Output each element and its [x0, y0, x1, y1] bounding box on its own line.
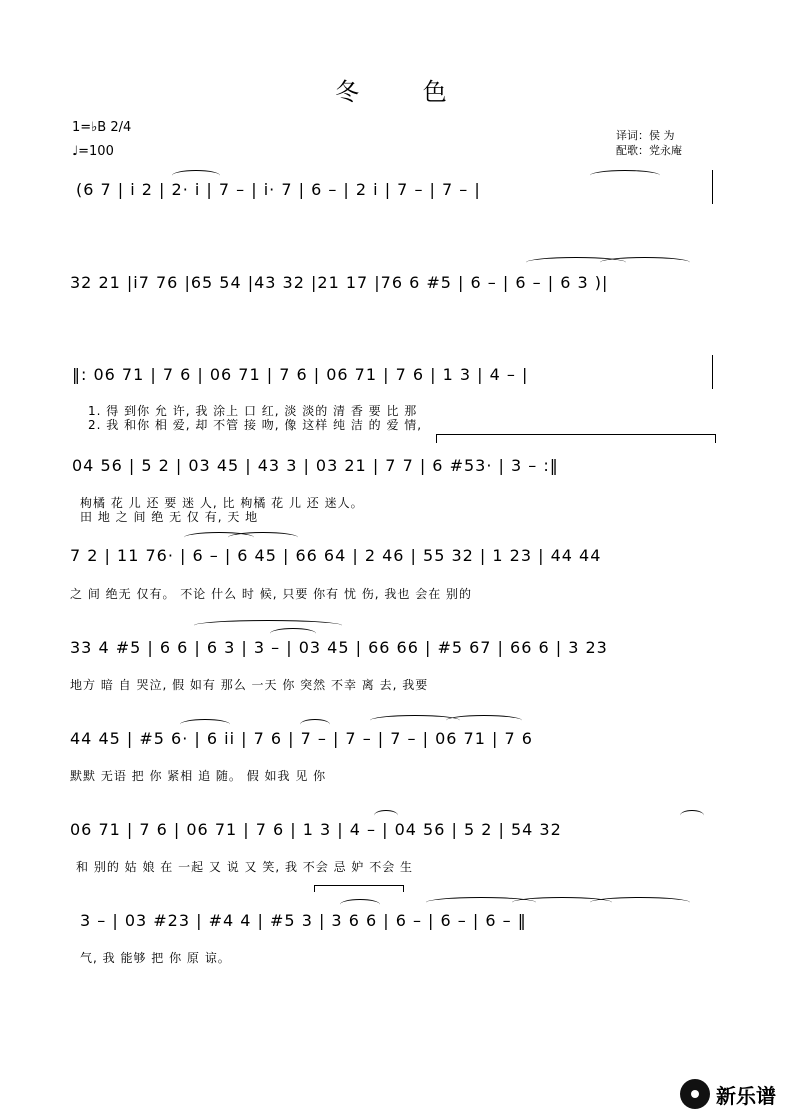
slur [374, 810, 398, 821]
barline [712, 170, 713, 204]
notation: 04 56 | 5 2 | 03 45 | 43 3 | 03 21 | 7 7 | 6 #53· | 3 – :‖ [72, 456, 559, 475]
lyricist-credit: 译词：侯 为 [616, 129, 675, 142]
score-line-1 [0, 180, 790, 220]
score-line-5 [0, 546, 790, 586]
lyric-line: 默默 无语 把 你 紧相 追 随。 假 如我 见 你 [70, 769, 327, 783]
notation: ‖: 06 71 | 7 6 | 06 71 | 7 6 | 06 71 | 7 6 | 1 3 | 4 – | [72, 365, 529, 384]
key-signature: 1=♭B 2/4 [72, 120, 132, 135]
slur [590, 897, 690, 908]
slur [446, 715, 522, 726]
lyric-line: 气, 我 能够 把 你 原 谅。 [80, 951, 231, 965]
lyric-verse-1: 枸橘 花 儿 还 要 迷 人, 比 枸橘 花 儿 还 迷人。 [80, 496, 364, 510]
slur [194, 620, 342, 631]
slur [300, 719, 330, 730]
score-line-6 [0, 638, 790, 678]
volta-bracket [436, 434, 716, 443]
logo-text: 新乐谱 [716, 1083, 776, 1108]
slur [180, 719, 230, 730]
barline [712, 355, 713, 389]
song-title: 冬 色 [335, 78, 475, 106]
score-line-8 [0, 820, 790, 860]
slur [590, 170, 660, 181]
score-line-7 [0, 729, 790, 769]
slur [680, 810, 704, 821]
score-line-3 [0, 365, 790, 405]
notation: 06 71 | 7 6 | 06 71 | 7 6 | 1 3 | 4 – | 04 56 | 5 2 | 54 32 [70, 820, 562, 839]
lyric-line: 和 别的 姑 娘 在 一起 又 说 又 笑, 我 不会 忌 妒 不会 生 [76, 860, 414, 874]
lyric-line: 之 间 绝无 仅有。 不论 什么 时 候, 只要 你有 忧 伤, 我也 会在 别的 [70, 587, 473, 601]
score-line-2 [0, 273, 790, 313]
notation: 32 21 |i7 76 |65 54 |43 32 |21 17 |76 6 #5 | 6 – | 6 – | 6 3 )| [70, 273, 609, 292]
lyric-verse-1: 1. 得 到你 允 许, 我 涂上 口 红, 淡 淡的 清 香 要 比 那 [88, 404, 418, 418]
lyric-line: 地方 暗 自 哭泣, 假 如有 那么 一天 你 突然 不幸 离 去, 我要 [70, 678, 429, 692]
slur [340, 899, 380, 910]
lyric-verse-2: 2. 我 和你 相 爱, 却 不管 接 吻, 像 这样 纯 洁 的 爱 情, [88, 418, 423, 432]
score-line-9 [0, 911, 790, 951]
slur [270, 628, 316, 639]
notation: 7 2 | 11 76· | 6 – | 6 45 | 66 64 | 2 46 | 55 32 | 1 23 | 44 44 [70, 546, 602, 565]
lyric-verse-2: 田 地 之 间 绝 无 仅 有, 天 地 [80, 510, 259, 524]
disc-icon [680, 1079, 710, 1109]
notation: 3 – | 03 #23 | #4 4 | #5 3 | 3 6 6 | 6 – | 6 – | 6 – ‖ [80, 911, 527, 930]
notation: 33 4 #5 | 6 6 | 6 3 | 3 – | 03 45 | 66 66 | #5 67 | 66 6 | 3 23 [70, 638, 608, 657]
notation: 44 45 | #5 6· | 6 ii | 7 6 | 7 – | 7 – | 7 – | 06 71 | 7 6 [70, 729, 533, 748]
tempo-marking: ♩=100 [72, 144, 114, 159]
slur [600, 257, 690, 268]
score-line-4 [0, 456, 790, 496]
volta-bracket [314, 885, 404, 892]
credits [616, 128, 682, 158]
notation: (6 7 | i 2 | 2· i | 7 – | i· 7 | 6 – | 2 i | 7 – | 7 – | [76, 180, 481, 199]
site-logo[interactable] [680, 1079, 776, 1109]
slur [228, 532, 298, 543]
slur [172, 170, 220, 181]
arranger-credit: 配歌：党永庵 [616, 144, 682, 157]
